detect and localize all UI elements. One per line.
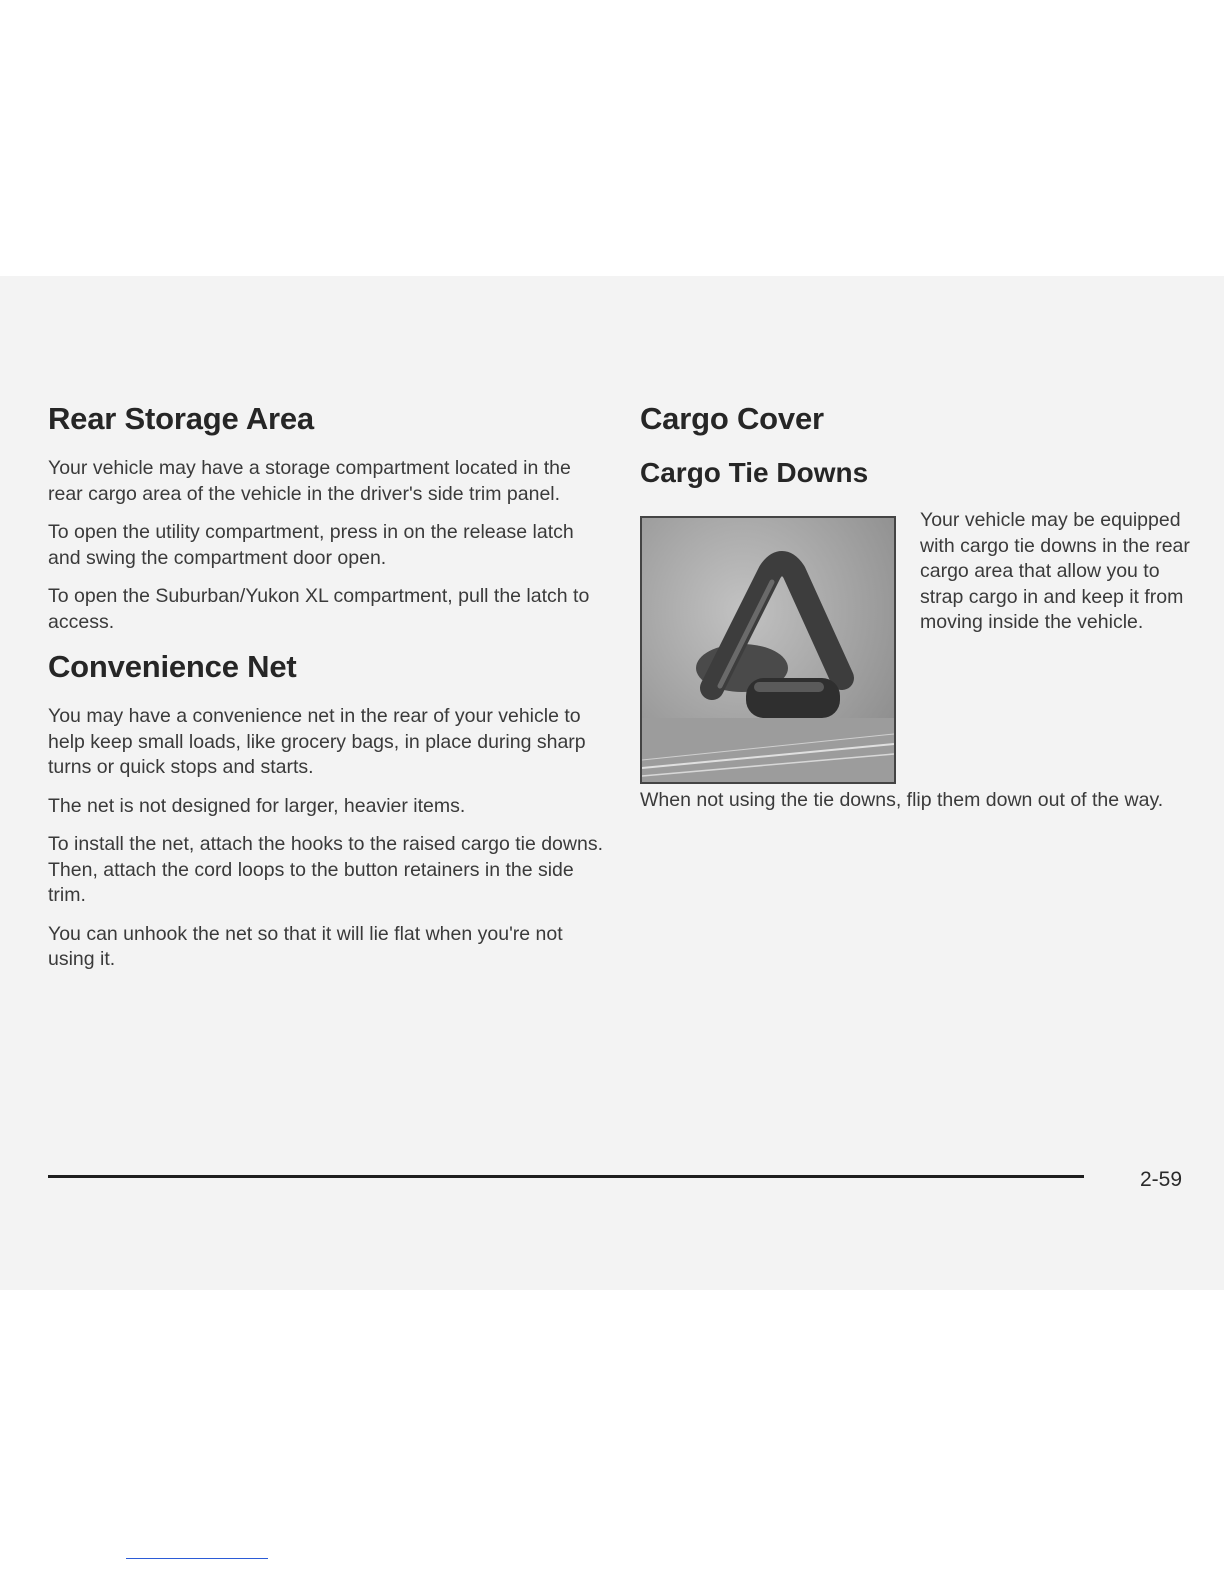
- bottom-link-underline: [126, 1558, 268, 1559]
- tie-downs-side-text-block: [920, 508, 1200, 636]
- tie-down-ring-illustration: [642, 518, 894, 782]
- rear-storage-paragraph-1: Your vehicle may have a storage compartment located in the rear cargo area of the vehicle in the driver's side trim panel.: [48, 457, 571, 505]
- right-column: [640, 400, 1200, 827]
- cargo-tie-down-photo: [640, 516, 896, 784]
- convenience-net-paragraph-1: You may have a convenience net in the rear of your vehicle to help keep small loads, like grocery bags, in place during sharp turns or quick stops and starts.: [48, 705, 586, 778]
- footer-rule: [48, 1175, 1084, 1178]
- left-column: [48, 400, 608, 986]
- convenience-net-title: Convenience Net: [48, 649, 297, 684]
- tie-downs-row: [640, 508, 1200, 788]
- rear-storage-paragraph-2: To open the utility compartment, press in on the release latch and swing the compartment door open.: [48, 521, 574, 569]
- convenience-net-paragraph-2: The net is not designed for larger, heavier items.: [48, 794, 466, 817]
- convenience-net-paragraph-4: You can unhook the net so that it will lie flat when you're not using it.: [48, 922, 563, 970]
- page-number: 2-59: [1140, 1168, 1183, 1191]
- rear-storage-paragraph-3: To open the Suburban/Yukon XL compartment, pull the latch to access.: [48, 585, 590, 633]
- tie-downs-side-text: Your vehicle may be equipped with cargo tie downs in the rear cargo area that allow you to strap cargo in and keep it from moving inside the vehicle.: [920, 509, 1190, 633]
- cargo-cover-title: Cargo Cover: [640, 401, 824, 436]
- tie-downs-after-text: When not using the tie downs, flip them down out of the way.: [640, 789, 1164, 811]
- rear-storage-title: Rear Storage Area: [48, 401, 314, 436]
- convenience-net-paragraph-3: To install the net, attach the hooks to the raised cargo tie downs. Then, attach the cord loops to the button retainers in the side trim.: [48, 833, 603, 906]
- cargo-tie-downs-title: Cargo Tie Downs: [640, 457, 869, 488]
